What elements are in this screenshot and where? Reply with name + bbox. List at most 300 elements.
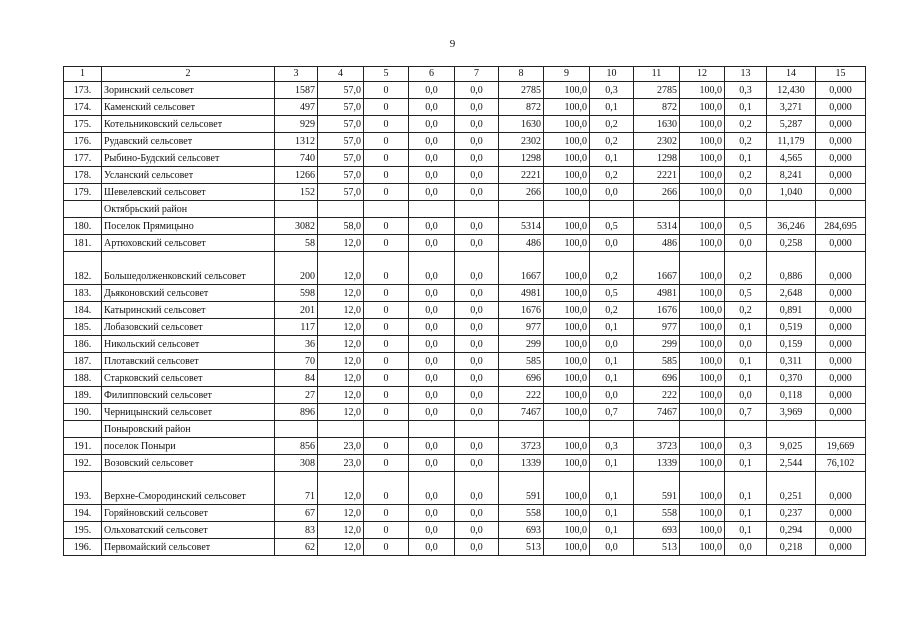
table-cell: 0,0: [409, 455, 455, 472]
table-cell: 1312: [275, 133, 318, 150]
table-cell: 0,2: [590, 167, 634, 184]
table-cell: 1630: [499, 116, 544, 133]
table-cell: 100,0: [680, 82, 725, 99]
settlement-name: [102, 472, 275, 505]
table-cell: 0,000: [816, 472, 866, 505]
table-cell: 7467: [499, 404, 544, 421]
table-cell: 3082: [275, 218, 318, 235]
table-cell: 100,0: [544, 522, 590, 539]
table-cell: 0,0: [725, 387, 767, 404]
table-cell: 0: [364, 472, 409, 505]
table-cell: 0,2: [725, 133, 767, 150]
table-cell: 0,000: [816, 353, 866, 370]
table-cell: 0: [364, 438, 409, 455]
table-cell: 513: [499, 539, 544, 556]
empty-cell: [680, 421, 725, 438]
table-cell: 58: [275, 235, 318, 252]
table-cell: 0,0: [455, 252, 499, 285]
table-cell: 0: [364, 116, 409, 133]
table-cell: 0,0: [409, 404, 455, 421]
table-cell: 100,0: [680, 370, 725, 387]
table-cell: 0,2: [590, 133, 634, 150]
table-cell: 0,1: [725, 472, 767, 505]
table-cell: 0,1: [725, 150, 767, 167]
table-cell: 12,0: [318, 387, 364, 404]
table-cell: 222: [499, 387, 544, 404]
table-cell: 0,0: [409, 116, 455, 133]
row-number: 180.: [64, 218, 102, 235]
table-cell: 0,0: [590, 387, 634, 404]
table-row: [64, 387, 866, 404]
table-cell: 0,1: [725, 505, 767, 522]
empty-cell: [816, 421, 866, 438]
table-cell: 0,000: [816, 116, 866, 133]
table-cell: 0: [364, 302, 409, 319]
table-cell: 0,519: [767, 319, 816, 336]
table-cell: 0,2: [590, 252, 634, 285]
table-cell: 0,0: [455, 319, 499, 336]
table-cell: 12,0: [318, 252, 364, 285]
table-cell: 0: [364, 353, 409, 370]
table-cell: 0,1: [590, 472, 634, 505]
table-cell: 12,0: [318, 522, 364, 539]
table-cell: 1630: [634, 116, 680, 133]
table-cell: 36,246: [767, 218, 816, 235]
column-header: 8: [499, 67, 544, 82]
empty-cell: [544, 421, 590, 438]
table-cell: 0,2: [590, 302, 634, 319]
table-cell: 0,1: [725, 522, 767, 539]
table-cell: 100,0: [680, 522, 725, 539]
data-table: [63, 66, 866, 556]
table-cell: 57,0: [318, 150, 364, 167]
table-row: [64, 285, 866, 302]
table-cell: 0,0: [455, 82, 499, 99]
row-number: 192.: [64, 455, 102, 472]
table-cell: 57,0: [318, 99, 364, 116]
table-cell: 0,311: [767, 353, 816, 370]
table-cell: 71: [275, 472, 318, 505]
row-number: 194.: [64, 505, 102, 522]
table-cell: 100,0: [680, 438, 725, 455]
table-cell: 0: [364, 184, 409, 201]
table-row: [64, 116, 866, 133]
row-number: 176.: [64, 133, 102, 150]
empty-cell: [64, 201, 102, 218]
table-cell: 201: [275, 302, 318, 319]
table-cell: 100,0: [544, 319, 590, 336]
table-cell: 308: [275, 455, 318, 472]
table-cell: 100,0: [544, 184, 590, 201]
settlement-name: Артюховский сельсовет: [102, 235, 275, 252]
table-cell: 100,0: [680, 285, 725, 302]
empty-cell: [455, 201, 499, 218]
table-cell: 100,0: [544, 302, 590, 319]
table-cell: 0: [364, 505, 409, 522]
table-row: [64, 150, 866, 167]
table-cell: 0,0: [409, 336, 455, 353]
table-cell: 0,0: [409, 150, 455, 167]
table-cell: 67: [275, 505, 318, 522]
table-cell: 2221: [499, 167, 544, 184]
table-cell: 84: [275, 370, 318, 387]
table-cell: 100,0: [680, 472, 725, 505]
empty-cell: [725, 421, 767, 438]
row-number: 182.: [64, 252, 102, 285]
row-number: 178.: [64, 167, 102, 184]
table-row: [64, 539, 866, 556]
table-cell: 0,0: [409, 539, 455, 556]
table-row: [64, 218, 866, 235]
empty-cell: [318, 201, 364, 218]
table-cell: 591: [499, 472, 544, 505]
row-number: 183.: [64, 285, 102, 302]
column-header: 2: [102, 67, 275, 82]
table-cell: 12,0: [318, 285, 364, 302]
table-cell: 0,0: [455, 285, 499, 302]
table-cell: 0,0: [409, 285, 455, 302]
table-cell: 1,040: [767, 184, 816, 201]
table-cell: 100,0: [544, 99, 590, 116]
settlement-name: Никольский сельсовет: [102, 336, 275, 353]
table-row: [64, 505, 866, 522]
table-cell: 100,0: [544, 539, 590, 556]
table-cell: 0,0: [590, 235, 634, 252]
table-cell: 5314: [634, 218, 680, 235]
settlement-name: Зоринский сельсовет: [102, 82, 275, 99]
row-number: 177.: [64, 150, 102, 167]
table-cell: 100,0: [680, 455, 725, 472]
table-cell: 100,0: [544, 387, 590, 404]
table-row: [64, 319, 866, 336]
table-cell: 100,0: [544, 218, 590, 235]
settlement-name: Горяйновский сельсовет: [102, 505, 275, 522]
row-number: 187.: [64, 353, 102, 370]
table-cell: 100,0: [544, 235, 590, 252]
table-cell: 0,1: [590, 150, 634, 167]
table-cell: 2785: [499, 82, 544, 99]
table-cell: 2302: [634, 133, 680, 150]
table-cell: 0,1: [590, 353, 634, 370]
table-header-row: [64, 67, 866, 82]
table-cell: 0,000: [816, 150, 866, 167]
table-cell: 0: [364, 150, 409, 167]
table-cell: 0,1: [590, 505, 634, 522]
table-cell: 0,7: [590, 404, 634, 421]
table-cell: 0,0: [409, 370, 455, 387]
table-cell: 0,0: [455, 336, 499, 353]
table-cell: 57,0: [318, 82, 364, 99]
table-cell: 0,0: [455, 387, 499, 404]
table-cell: 100,0: [544, 370, 590, 387]
empty-cell: [318, 421, 364, 438]
settlement-name: Лобазовский сельсовет: [102, 319, 275, 336]
table-cell: 76,102: [816, 455, 866, 472]
table-cell: 100,0: [544, 150, 590, 167]
column-header: 6: [409, 67, 455, 82]
table-cell: 266: [634, 184, 680, 201]
table-row: [64, 167, 866, 184]
table-cell: 27: [275, 387, 318, 404]
table-row: [64, 82, 866, 99]
table-cell: 0: [364, 285, 409, 302]
table-cell: 0,294: [767, 522, 816, 539]
table-cell: 1266: [275, 167, 318, 184]
table-row: [64, 252, 866, 285]
table-cell: 4981: [634, 285, 680, 302]
column-header: 1: [64, 67, 102, 82]
table-cell: 12,0: [318, 539, 364, 556]
region-row: [64, 421, 866, 438]
table-cell: 0,0: [409, 353, 455, 370]
table-cell: 929: [275, 116, 318, 133]
row-number: 193.: [64, 472, 102, 505]
table-cell: 1298: [634, 150, 680, 167]
empty-cell: [275, 421, 318, 438]
table-cell: 0: [364, 218, 409, 235]
table-cell: 7467: [634, 404, 680, 421]
table-cell: 12,0: [318, 336, 364, 353]
table-cell: 0,5: [590, 285, 634, 302]
table-cell: 23,0: [318, 438, 364, 455]
table-cell: 100,0: [544, 252, 590, 285]
row-number: 179.: [64, 184, 102, 201]
column-header: 10: [590, 67, 634, 82]
empty-cell: [725, 201, 767, 218]
table-cell: 0,0: [455, 218, 499, 235]
table-cell: 100,0: [544, 336, 590, 353]
table-cell: 0,1: [725, 370, 767, 387]
table-cell: 0,3: [725, 438, 767, 455]
settlement-name-text: Верхне-Смородинский сельсовет: [104, 491, 246, 502]
table-cell: 0,0: [725, 235, 767, 252]
table-cell: 62: [275, 539, 318, 556]
table-cell: 872: [634, 99, 680, 116]
table-cell: 36: [275, 336, 318, 353]
table-cell: 5314: [499, 218, 544, 235]
settlement-name: Каменский сельсовет: [102, 99, 275, 116]
table-cell: 58,0: [318, 218, 364, 235]
table-cell: 0,370: [767, 370, 816, 387]
empty-cell: [409, 421, 455, 438]
table-cell: 0,0: [409, 133, 455, 150]
table-cell: 0,218: [767, 539, 816, 556]
table-cell: 0,0: [455, 455, 499, 472]
table-cell: 100,0: [680, 184, 725, 201]
table-body: [64, 67, 866, 556]
table-cell: 0,3: [590, 82, 634, 99]
table-cell: 0: [364, 455, 409, 472]
empty-cell: [590, 421, 634, 438]
empty-cell: [680, 201, 725, 218]
empty-cell: [544, 201, 590, 218]
table-cell: 0,0: [409, 438, 455, 455]
table-cell: 1298: [499, 150, 544, 167]
table-cell: 299: [499, 336, 544, 353]
table-cell: 0,1: [725, 455, 767, 472]
table-cell: 100,0: [544, 353, 590, 370]
empty-cell: [634, 421, 680, 438]
table-cell: 222: [634, 387, 680, 404]
table-cell: 872: [499, 99, 544, 116]
table-cell: 57,0: [318, 133, 364, 150]
empty-cell: [409, 201, 455, 218]
table-cell: 3723: [499, 438, 544, 455]
table-cell: 100,0: [680, 99, 725, 116]
table-cell: 1339: [499, 455, 544, 472]
table-cell: 100,0: [680, 167, 725, 184]
settlement-name: Ольховатский сельсовет: [102, 522, 275, 539]
page-number: 9: [449, 38, 456, 50]
table-cell: 1587: [275, 82, 318, 99]
settlement-name: Шевелевский сельсовет: [102, 184, 275, 201]
table-cell: 0,0: [455, 522, 499, 539]
table-row: [64, 133, 866, 150]
table-cell: 0,0: [725, 184, 767, 201]
table-cell: 0,0: [455, 184, 499, 201]
table-cell: 0,5: [590, 218, 634, 235]
table-cell: 19,669: [816, 438, 866, 455]
row-number: 185.: [64, 319, 102, 336]
table-cell: 0: [364, 167, 409, 184]
table-cell: 100,0: [680, 404, 725, 421]
table-cell: 0,000: [816, 505, 866, 522]
table-cell: 4,565: [767, 150, 816, 167]
table-cell: 57,0: [318, 116, 364, 133]
table-cell: 4981: [499, 285, 544, 302]
region-label: Октябрьский район: [102, 201, 275, 218]
table-cell: 57,0: [318, 184, 364, 201]
table-cell: 12,0: [318, 353, 364, 370]
empty-cell: [499, 421, 544, 438]
table-cell: 0,0: [409, 82, 455, 99]
table-cell: 0,000: [816, 235, 866, 252]
table-cell: 0,000: [816, 404, 866, 421]
table-cell: 0,0: [455, 438, 499, 455]
table-cell: 0,0: [409, 387, 455, 404]
table-cell: 0,000: [816, 336, 866, 353]
table-cell: 0,1: [590, 99, 634, 116]
table-cell: 100,0: [680, 252, 725, 285]
row-number: 195.: [64, 522, 102, 539]
table-cell: 977: [634, 319, 680, 336]
table-cell: 100,0: [680, 150, 725, 167]
column-header: 7: [455, 67, 499, 82]
table-cell: 0,1: [590, 522, 634, 539]
table-cell: 0,0: [409, 235, 455, 252]
table-cell: 284,695: [816, 218, 866, 235]
table-cell: 0,0: [455, 99, 499, 116]
table-row: [64, 235, 866, 252]
table-cell: 585: [499, 353, 544, 370]
table-cell: 0,2: [725, 302, 767, 319]
table-cell: 0,000: [816, 319, 866, 336]
settlement-name: поселок Поныри: [102, 438, 275, 455]
table-cell: 3,271: [767, 99, 816, 116]
table-row: [64, 455, 866, 472]
table-cell: 740: [275, 150, 318, 167]
table-cell: 0,2: [590, 116, 634, 133]
settlement-name: Филипповский сельсовет: [102, 387, 275, 404]
table-cell: 200: [275, 252, 318, 285]
table-cell: 558: [499, 505, 544, 522]
table-cell: 100,0: [680, 353, 725, 370]
table-cell: 0,0: [409, 167, 455, 184]
table-cell: 2785: [634, 82, 680, 99]
table-cell: 0,0: [455, 472, 499, 505]
table-cell: 0,0: [455, 505, 499, 522]
table-cell: 0,2: [725, 167, 767, 184]
table-cell: 0,0: [590, 184, 634, 201]
table-cell: 0,118: [767, 387, 816, 404]
table-cell: 100,0: [544, 505, 590, 522]
settlement-name: Усланский сельсовет: [102, 167, 275, 184]
table-row: [64, 404, 866, 421]
table-cell: 513: [634, 539, 680, 556]
table-cell: 12,0: [318, 370, 364, 387]
table-cell: 0: [364, 99, 409, 116]
table-cell: 0,5: [725, 218, 767, 235]
table-cell: 12,0: [318, 472, 364, 505]
table-cell: 0,0: [590, 336, 634, 353]
table-cell: 0: [364, 336, 409, 353]
row-number: 175.: [64, 116, 102, 133]
table-cell: 23,0: [318, 455, 364, 472]
table-cell: 0: [364, 370, 409, 387]
table-cell: 0,3: [590, 438, 634, 455]
table-cell: 12,0: [318, 404, 364, 421]
table-cell: 693: [634, 522, 680, 539]
table-cell: 0,000: [816, 387, 866, 404]
table-cell: 2,648: [767, 285, 816, 302]
table-cell: 0,0: [409, 472, 455, 505]
table-cell: 0,0: [455, 150, 499, 167]
table-cell: 100,0: [680, 133, 725, 150]
table-row: [64, 184, 866, 201]
table-cell: 0,000: [816, 302, 866, 319]
table-cell: 2,544: [767, 455, 816, 472]
settlement-name: Черницынский сельсовет: [102, 404, 275, 421]
table-cell: 0: [364, 522, 409, 539]
settlement-name: Дьяконовский сельсовет: [102, 285, 275, 302]
settlement-name: Плотавский сельсовет: [102, 353, 275, 370]
table-cell: 0,000: [816, 184, 866, 201]
table-cell: 0: [364, 539, 409, 556]
empty-cell: [767, 421, 816, 438]
row-number: 188.: [64, 370, 102, 387]
table-cell: 693: [499, 522, 544, 539]
table-row: [64, 472, 866, 505]
empty-cell: [767, 201, 816, 218]
settlement-name: [102, 252, 275, 285]
table-cell: 0,0: [455, 167, 499, 184]
table-cell: 1339: [634, 455, 680, 472]
table-cell: 0,000: [816, 539, 866, 556]
settlement-name: Поселок Прямицыно: [102, 218, 275, 235]
table-cell: 0,0: [455, 353, 499, 370]
table-cell: 0: [364, 235, 409, 252]
table-cell: 0: [364, 319, 409, 336]
table-cell: 12,430: [767, 82, 816, 99]
table-cell: 0,1: [725, 99, 767, 116]
table-cell: 57,0: [318, 167, 364, 184]
table-cell: 0,0: [409, 184, 455, 201]
table-cell: 0: [364, 387, 409, 404]
table-cell: 0,000: [816, 522, 866, 539]
table-cell: 83: [275, 522, 318, 539]
empty-cell: [455, 421, 499, 438]
table-cell: 598: [275, 285, 318, 302]
